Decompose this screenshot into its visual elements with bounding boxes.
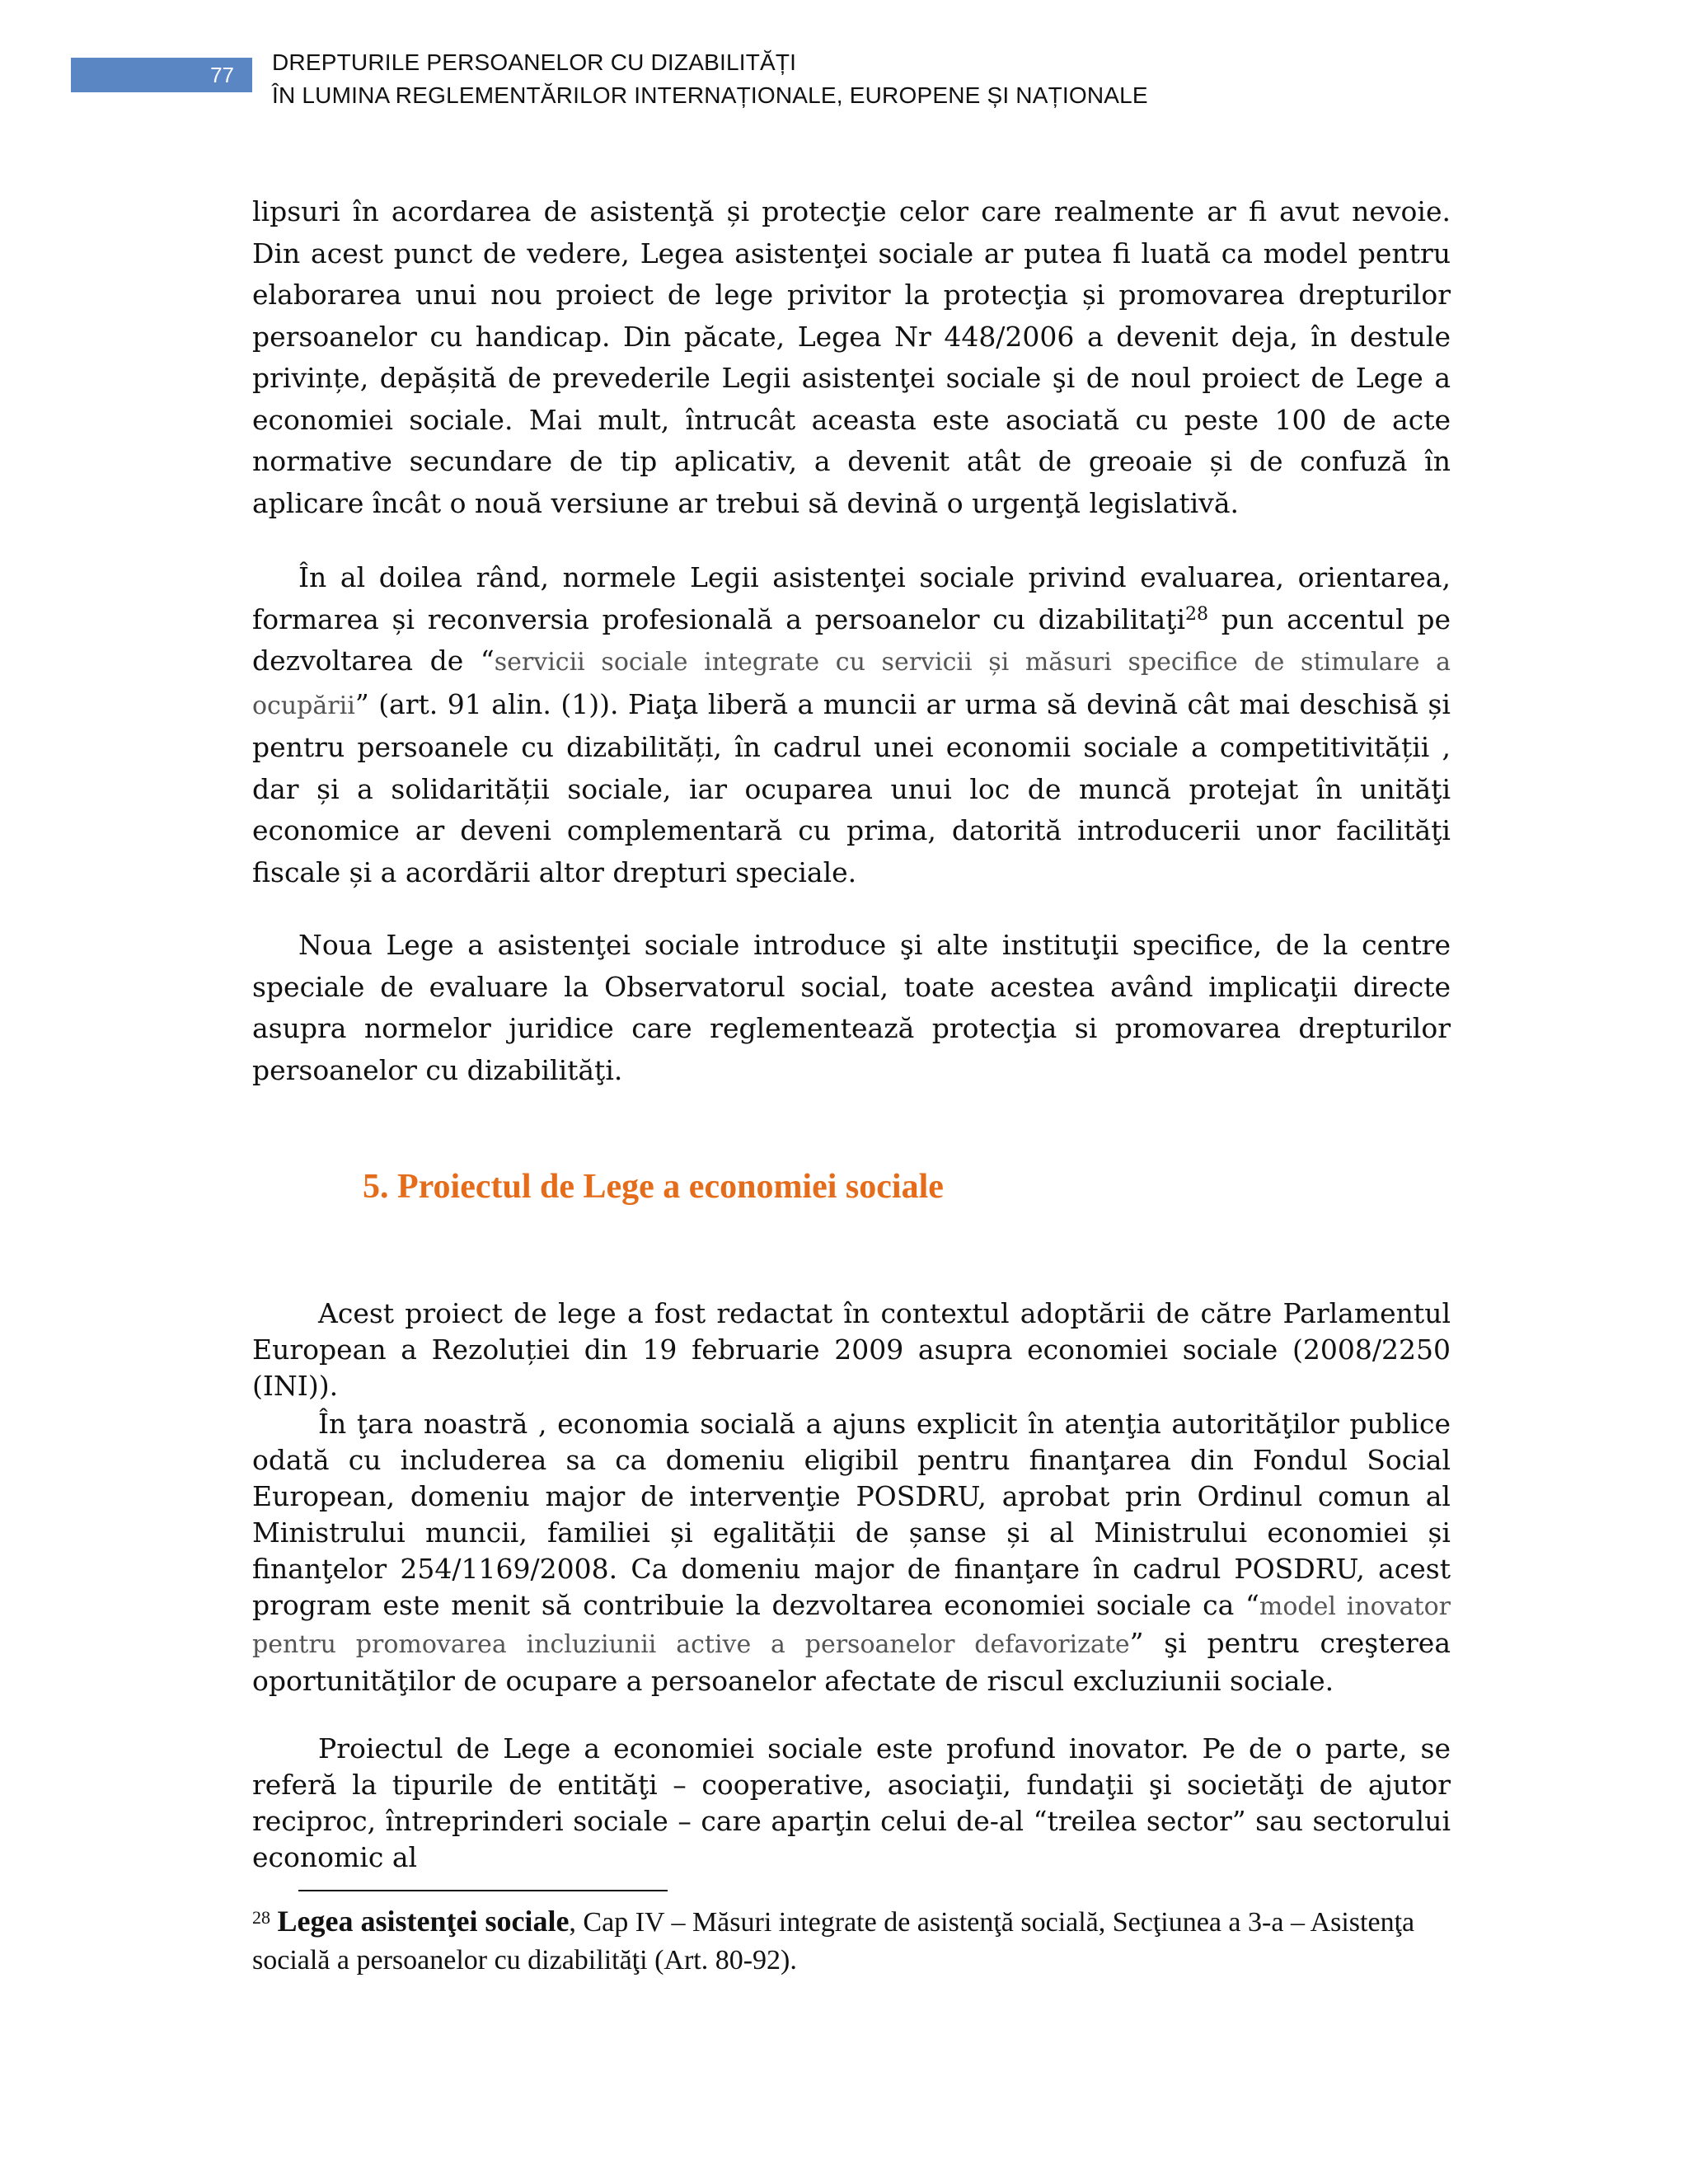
paragraph-5-text-end: ” şi pentru creşterea oportunităţilor de ocupare a persoanelor afectate de riscul excluziunii sociale. [252, 1627, 1451, 1697]
footnote-text: , Cap IV – Măsuri integrate de asistenţă socială, Secţiunea a 3-a – Asistenţa socială a persoanelor cu dizabilităţi (Art. 80-92). [252, 1907, 1415, 1975]
paragraph-2-quote: servicii sociale integrate cu servicii și măsuri specifice de stimulare a ocupării [252, 648, 1451, 720]
paragraph-5-quote: model inovator pentru promovarea incluziunii active a persoanelor defavorizate [252, 1592, 1451, 1659]
paragraph-6-block [252, 1731, 1451, 1876]
paragraph-4-block [252, 1296, 1451, 1404]
paragraph-6: Proiectul de Lege a economiei sociale este profund inovator. Pe de o parte, se referă la tipurile de entităţi – cooperative, asociaţii, fundaţii şi societăţi de ajutor reciproc, întreprinderi sociale – care aparţin celui de-al “treilea sector” sau sectorului economic al [252, 1732, 1451, 1873]
running-header-line-2: ÎN LUMINA REGLEMENTĂRILOR INTERNAȚIONALE, EUROPENE ȘI NAȚIONALE [272, 82, 1148, 108]
paragraph-2-text-start: În al doilea rând, normele Legii asistenţei sociale privind evaluarea, orientarea, formarea și reconversia profesională a persoanelor cu dizabilitaţi [252, 561, 1451, 635]
paragraph-4: Acest proiect de lege a fost redactat în contextul adoptării de către Parlamentul European a Rezoluției din 19 februarie 2009 asupra economiei sociale (2008/2250 (INI)). [252, 1297, 1451, 1402]
paragraph-5-text-start: În ţara noastră , economia socială a ajuns explicit în atenţia autorităţilor publice odată cu includerea sa ca domeniu eligibil pentru finanţarea din Fondul Social European, domeniu major de intervenţie POSDRU, aprobat prin Ordinul comun al Ministrului muncii, familiei și egalității de șanse și al Ministrului economiei și finanţelor 254/1169/2008. Ca domeniu major de finanţare în cadrul POSDRU, acest program este menit să contribuie la dezvoltarea economiei sociale ca “ [252, 1408, 1451, 1621]
paragraph-2-text-mid: pun accentul pe dezvoltarea de “ [252, 602, 1451, 677]
paragraph-3-block [252, 925, 1451, 1091]
paragraph-2-text-end: ” (art. 91 alin. (1)). Piaţa liberă a muncii ar urma să devină cât mai deschisă și pentru persoanele cu dizabilități, în cadrul unei economii sociale a competitivității , dar și a solidarității sociale, iar ocuparea unui loc de muncă protejat în unităţi economice ar deveni complementară cu prima, datorită introducerii unor facilităţi fiscale și a acordării altor drepturi speciale. [252, 687, 1451, 888]
running-header [272, 46, 1148, 112]
running-header-line-1: DREPTURILE PERSOANELOR CU DIZABILITĂȚI [272, 49, 797, 75]
paragraph-1-block [252, 191, 1451, 524]
paragraph-1: lipsuri în acordarea de asistenţă și protecţie celor care realmente ar fi avut nevoie. Din acest punct de vedere, Legea asistenţei sociale ar putea fi luată ca model pentru elaborarea unui nou proiect de lege privitor la protecţia și promovarea drepturilor persoanelor cu handicap. Din păcate, Legea Nr 448/2006 a devenit deja, în destule privințe, depășită de prevederile Legii asistenţei sociale şi de noul proiect de Lege a economiei sociale. Mai mult, întrucât aceasta este asociată cu peste 100 de acte normative secundare de tip aplicativ, a devenit atât de greoaie și de confuză în aplicare încât o nouă versiune ar trebui să devină o urgenţă legislativă. [252, 195, 1451, 519]
paragraph-2-block [252, 557, 1451, 893]
footnote-title: Legea asistenţei sociale [277, 1905, 570, 1938]
footnote-mark: 28 [252, 1907, 270, 1928]
paragraph-5-block [252, 1406, 1451, 1699]
section-heading: 5. Proiectul de Lege a economiei sociale [363, 1168, 944, 1206]
footnote-28 [252, 1902, 1451, 1980]
footnote-ref-28[interactable]: 28 [1185, 603, 1209, 625]
page-number: 77 [210, 63, 234, 87]
paragraph-2 [252, 557, 1451, 893]
header-page-number-bar [71, 58, 252, 92]
paragraph-5 [252, 1406, 1451, 1699]
footnote-divider [298, 1890, 668, 1891]
paragraph-3: Noua Lege a asistenţei sociale introduce şi alte instituţii specifice, de la centre speciale de evaluare la Observatorul social, toate acestea având implicaţii directe asupra normelor juridice care reglementează protecţia si promovarea drepturilor persoanelor cu dizabilităţi. [252, 929, 1451, 1086]
